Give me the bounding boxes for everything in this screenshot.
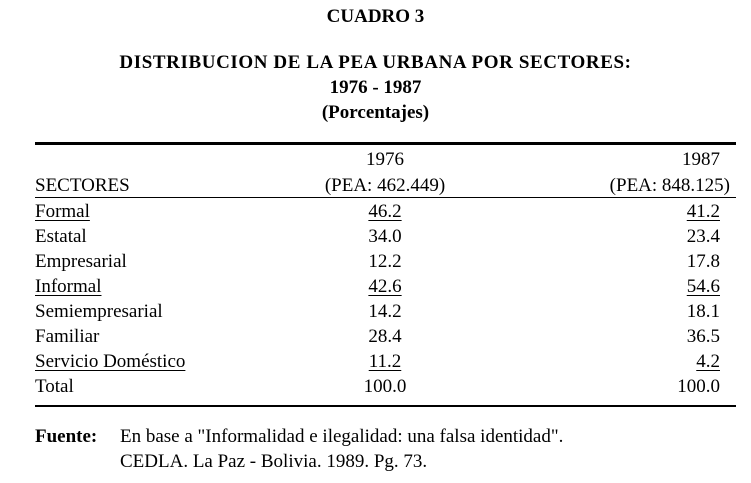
table-number: CUADRO 3 — [326, 6, 425, 27]
cell-1976: 12.2 — [368, 251, 402, 272]
cell-1976: 11.2 — [368, 351, 402, 372]
row-label: Semiempresarial — [35, 301, 163, 322]
cell-1987: 54.6 — [686, 276, 720, 297]
table-row — [35, 326, 736, 351]
row-label: Estatal — [35, 226, 87, 247]
cell-1987: 4.2 — [696, 351, 720, 372]
table-row — [35, 226, 736, 251]
source-line-1: En base a "Informalidad e ilegalidad: una falsa identidad". — [120, 426, 564, 447]
col-1987-pea: (PEA: 848.125) — [609, 175, 730, 196]
cell-1976: 34.0 — [368, 226, 402, 247]
col-1976-year: 1976 — [366, 149, 404, 170]
cell-1987: 100.0 — [677, 376, 720, 397]
table-period: 1976 - 1987 — [329, 77, 422, 98]
source-label: Fuente: — [35, 426, 98, 447]
table-row — [35, 201, 736, 226]
row-label: Formal — [35, 201, 90, 222]
header-rule — [35, 197, 736, 198]
cell-1987: 36.5 — [686, 326, 720, 347]
cell-1987: 17.8 — [686, 251, 720, 272]
col-1987-year: 1987 — [682, 149, 720, 170]
table-top-rule — [35, 142, 736, 145]
cell-1976: 46.2 — [368, 201, 402, 222]
table-row — [35, 251, 736, 276]
cell-1976: 42.6 — [368, 276, 402, 297]
row-label: Servicio Doméstico — [35, 351, 186, 372]
cell-1987: 18.1 — [686, 301, 720, 322]
table-units: (Porcentajes) — [321, 102, 430, 123]
table-row — [35, 376, 736, 401]
col-1976-pea: (PEA: 462.449) — [324, 175, 446, 196]
row-label: Informal — [35, 276, 102, 297]
cell-1976: 100.0 — [363, 376, 407, 397]
cell-1987: 23.4 — [686, 226, 720, 247]
col-sectores-header: SECTORES — [35, 175, 130, 196]
row-label: Familiar — [35, 326, 100, 347]
row-label: Total — [35, 376, 74, 397]
table-title: DISTRIBUCION DE LA PEA URBANA POR SECTORES: — [119, 52, 632, 73]
cell-1976: 28.4 — [368, 326, 402, 347]
table-row — [35, 301, 736, 326]
cell-1987: 41.2 — [686, 201, 720, 222]
row-label: Empresarial — [35, 251, 127, 272]
table-row — [35, 276, 736, 301]
table-bottom-rule — [35, 405, 736, 407]
cell-1976: 14.2 — [368, 301, 402, 322]
source-line-2: CEDLA. La Paz - Bolivia. 1989. Pg. 73. — [120, 451, 428, 472]
table-row — [35, 351, 736, 376]
